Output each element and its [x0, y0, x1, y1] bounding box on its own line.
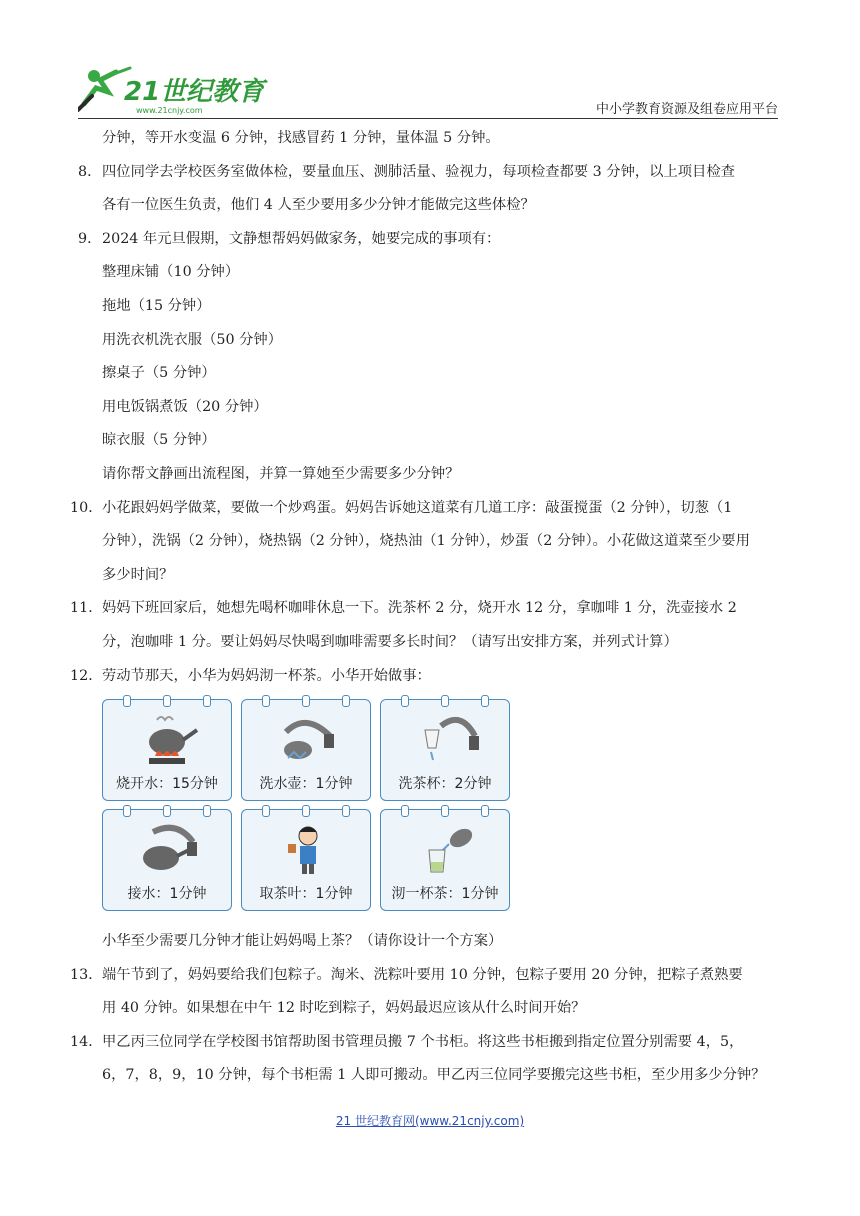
list-item: 用电饭锅煮饭（20 分钟） [102, 398, 268, 415]
question-12 [70, 660, 782, 694]
question-text: 劳动节那天，小华为妈妈沏一杯茶。小华开始做事： [102, 667, 431, 684]
list-item: 整理床铺（10 分钟） [102, 264, 240, 281]
fill-water-icon [127, 822, 207, 878]
binder-ring [481, 805, 489, 817]
step-label: 烧开水：15分钟 [116, 776, 218, 793]
step-card [380, 699, 510, 801]
question-8 [78, 156, 782, 190]
text-line: 分，泡咖啡 1 分。要让妈妈尽快喝到咖啡需要多长时间？（请写出安排方案，并列式计算） [102, 633, 678, 650]
list-item: 拖地（15 分钟） [102, 297, 211, 314]
question-number: 12． [70, 667, 103, 684]
list-item: 用洗衣机洗衣服（50 分钟） [102, 331, 283, 348]
binder-ring [123, 695, 131, 707]
binder-ring [342, 805, 350, 817]
text-line: 分钟），洗锅（2 分钟），烧热锅（2 分钟），烧热油（1 分钟），炒蛋（2 分钟）。小花做这道菜至少要用 [102, 533, 750, 550]
text-line: 分钟，等开水变温 6 分钟，找感冒药 1 分钟，量体温 5 分钟。 [102, 130, 500, 146]
page-header [78, 62, 778, 120]
step-card [102, 699, 232, 801]
question-text: 妈妈下班回家后，她想先喝杯咖啡休息一下。洗茶杯 2 分，烧开水 12 分，拿咖啡 1 分，洗壶接水 2 [102, 600, 737, 617]
question-text: 端午节到了，妈妈要给我们包粽子。淘米、洗粽叶要用 10 分钟，包粽子要用 20 分钟，把粽子煮熟要 [102, 966, 743, 983]
step-card [241, 699, 371, 801]
text-line: 请你帮文静画出流程图，并算一算她至少需要多少分钟？ [102, 465, 460, 482]
binder-ring [481, 695, 489, 707]
step-card [102, 809, 232, 911]
binder-ring [262, 805, 270, 817]
logo-url: www.21cnjy.com [136, 106, 203, 115]
make-tea-icon [405, 822, 485, 878]
binder-ring [441, 695, 449, 707]
step-label: 洗茶杯：2分钟 [398, 776, 492, 793]
binder-ring [262, 695, 270, 707]
binder-ring [401, 695, 409, 707]
step-label: 沏一杯茶：1分钟 [391, 886, 499, 903]
get-tea-icon [266, 822, 346, 878]
text-line: 小华至少需要几分钟才能让妈妈喝上茶？（请你设计一个方案） [102, 933, 503, 950]
document-body [70, 122, 782, 1093]
logo-21cnjy [78, 66, 318, 116]
question-11 [70, 592, 782, 626]
question-number: 14． [70, 1033, 103, 1050]
wash-cup-icon [405, 712, 485, 768]
binder-ring [302, 805, 310, 817]
question-10 [70, 492, 782, 526]
step-card [380, 809, 510, 911]
question-text: 甲乙丙三位同学在学校图书馆帮助图书管理员搬 7 个书柜。将这些书柜搬到指定位置分别需要 4，5， [102, 1033, 744, 1050]
question-text: 2024 年元旦假期，文静想帮妈妈做家务，她要完成的事项有： [102, 230, 501, 247]
question-text: 小花跟妈妈学做菜，要做一个炒鸡蛋。妈妈告诉她这道菜有几道工序：敲蛋搅蛋（2 分钟），切葱（1 [102, 499, 733, 516]
binder-ring [441, 805, 449, 817]
question-text: 四位同学去学校医务室做体检，要量血压、测肺活量、验视力，每项检查都要 3 分钟，以上项目检查 [102, 163, 735, 180]
text-line: 多少时间？ [102, 566, 174, 583]
question-13 [70, 959, 782, 993]
binder-ring [203, 805, 211, 817]
text-line: 各有一位医生负责，他们 4 人至少要用多少分钟才能做完这些体检？ [102, 197, 535, 214]
binder-ring [123, 805, 131, 817]
list-item: 擦桌子（5 分钟） [102, 365, 216, 382]
header-divider [78, 118, 778, 119]
step-card [241, 809, 371, 911]
question-14 [70, 1026, 782, 1060]
question-number: 8． [78, 163, 102, 180]
binder-ring [401, 805, 409, 817]
question-number: 13． [70, 966, 103, 983]
text-line: 6，7，8，9，10 分钟，每个书柜需 1 人即可搬动。甲乙丙三位同学要搬完这些书柜，至少用多少分钟？ [102, 1067, 766, 1084]
list-item: 晾衣服（5 分钟） [102, 432, 216, 449]
binder-ring [163, 695, 171, 707]
binder-ring [342, 695, 350, 707]
platform-title: 中小学教育资源及组卷应用平台 [595, 102, 778, 117]
kettle-fire-icon [127, 712, 207, 768]
logo-text: 21世纪教育 [124, 77, 265, 107]
question-9 [78, 223, 782, 257]
step-label: 洗水壶：1分钟 [259, 776, 353, 793]
footer-link[interactable]: 21 世纪教育网(www.21cnjy.com) [335, 1114, 525, 1128]
step-label: 取茶叶：1分钟 [259, 886, 353, 903]
binder-ring [163, 805, 171, 817]
step-label: 接水：1分钟 [127, 886, 207, 903]
question-number: 10． [70, 499, 103, 516]
wash-kettle-icon [266, 712, 346, 768]
question-number: 9． [78, 230, 102, 247]
question-number: 11． [70, 600, 103, 617]
binder-ring [203, 695, 211, 707]
binder-ring [302, 695, 310, 707]
tea-steps-figure [78, 697, 782, 919]
text-line: 用 40 分钟。如果想在中午 12 时吃到粽子，妈妈最迟应该从什么时间开始？ [102, 1000, 586, 1017]
